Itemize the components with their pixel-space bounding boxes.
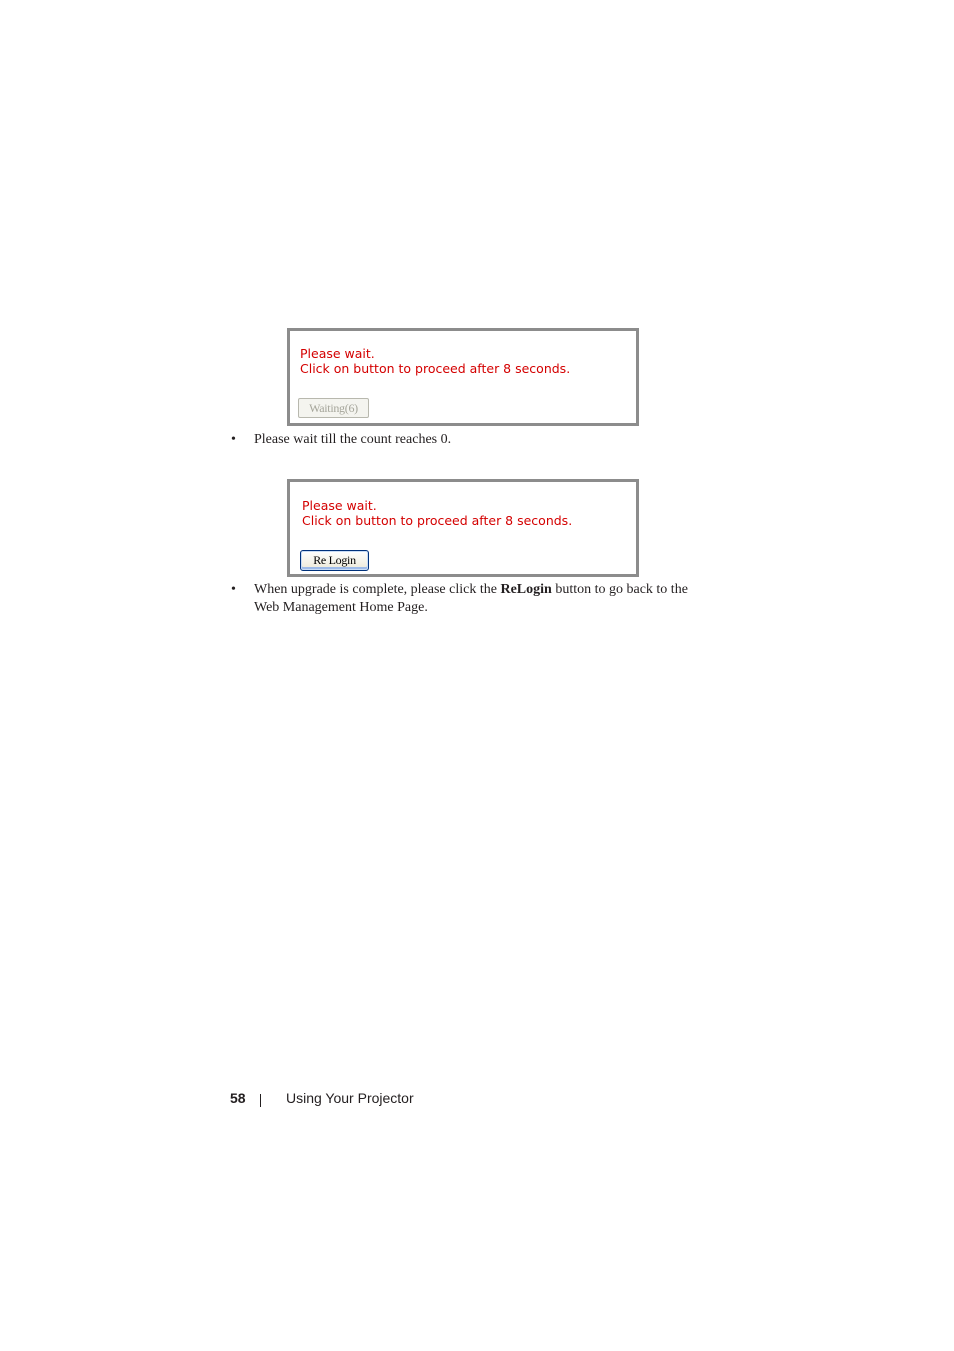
bullet-text-before: When upgrade is complete, please click the [254,582,501,597]
footer-chapter-title: Using Your Projector [286,1090,414,1106]
relogin-message [302,498,572,528]
message-line-1: Please wait. [302,498,377,513]
waiting-message [300,346,570,376]
page-number: 58 [230,1090,246,1106]
footer-divider [260,1094,261,1107]
waiting-button: Waiting(6) [298,398,369,418]
message-line-1: Please wait. [300,346,375,361]
bullet-text-after: button to go back to the Web Management Home Page. [254,582,688,615]
bullet-marker: • [231,432,236,447]
bullet-text: Please wait till the count reaches 0. [254,432,452,447]
bullet-bold-relogin: ReLogin [500,582,552,597]
bullet-marker: • [231,582,236,597]
bullet-text [254,581,704,617]
relogin-dialog-screenshot [287,479,639,577]
message-line-2: Click on button to proceed after 8 seconds. [302,513,573,528]
message-line-2: Click on button to proceed after 8 seconds. [300,361,571,376]
waiting-dialog-screenshot [287,328,639,426]
relogin-button[interactable]: Re Login [300,550,369,571]
